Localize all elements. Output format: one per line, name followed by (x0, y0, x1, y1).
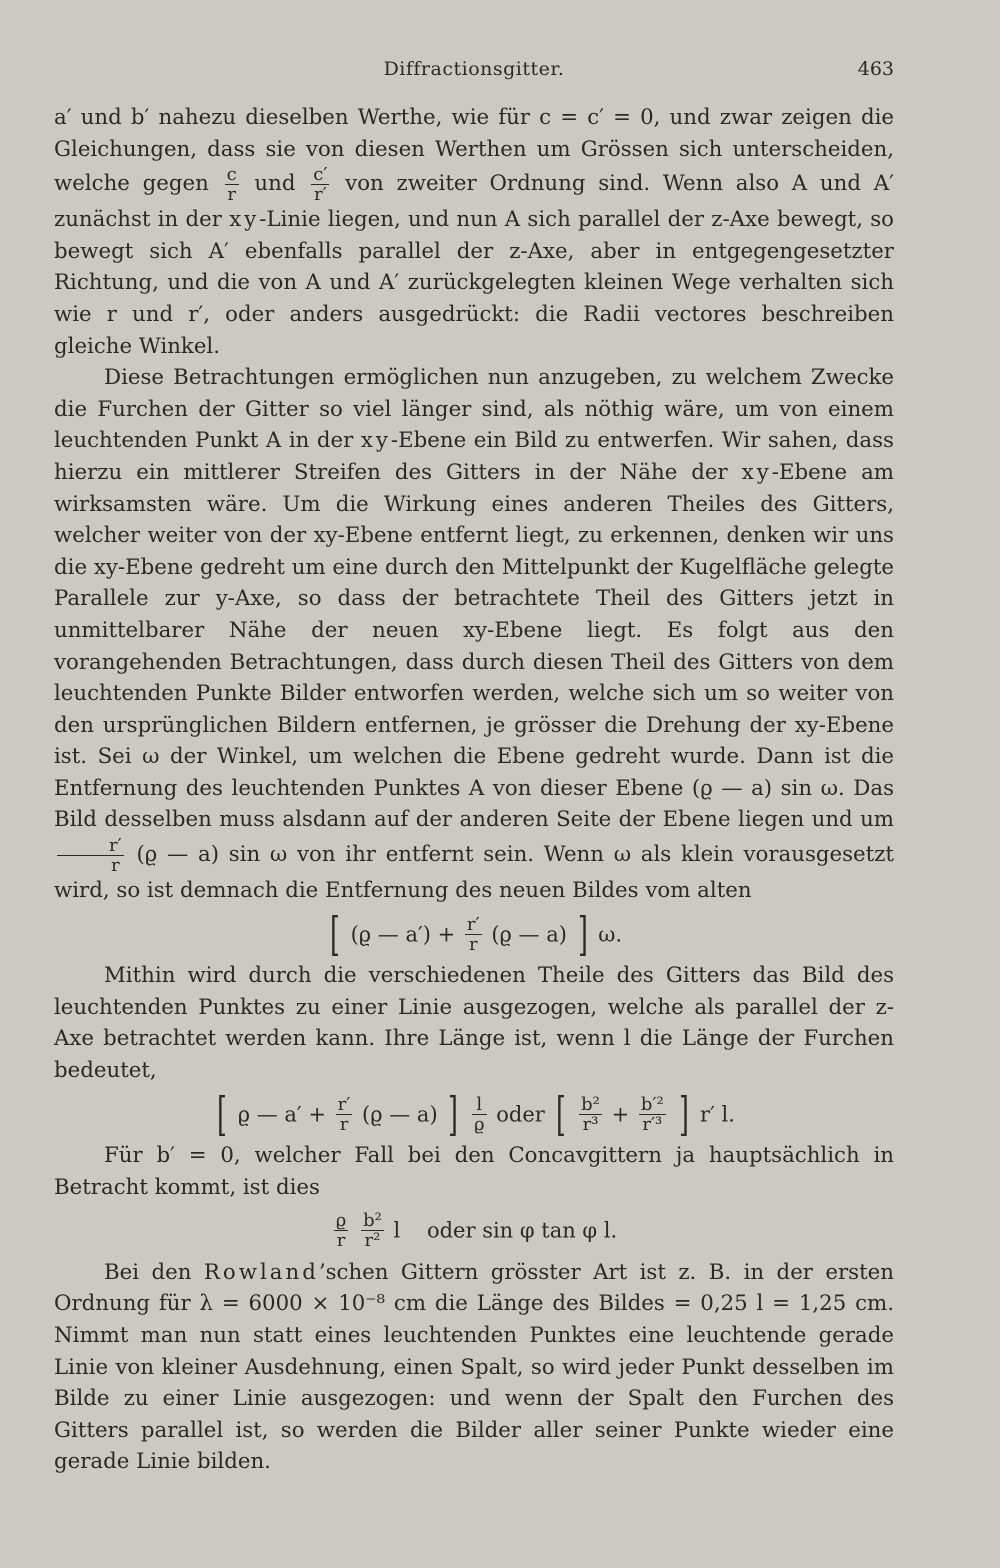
equation-2 (54, 1087, 894, 1142)
fraction-r-prime-over-r (57, 836, 124, 875)
eq3-mid: l (393, 1218, 401, 1243)
frac-num: r′ (466, 913, 480, 935)
eq2-fraction-3 (579, 1095, 602, 1134)
p1-text-a: a′ und b′ nahezu dieselben Werthe, wie für c = c′ = 0, und zwar zeigen die Gleichungen, dass sie von diesen Werthen um Grössen sich unterscheiden, welche gegen (54, 105, 894, 197)
running-title: Diffractionsgitter. (383, 58, 565, 80)
bracket-left-2: [ (555, 1087, 566, 1142)
paragraph-3 (54, 960, 894, 1086)
p1-und: und (254, 171, 296, 197)
eq3-right: sin φ tan φ l. (482, 1218, 618, 1243)
p5-rowland-spaced: Rowland (203, 1259, 319, 1285)
paragraph-1 (54, 102, 894, 362)
p1-text-c: -Linie liegen, und nun A sich parallel der z-Axe bewegt, so bewegt sich A′ ebenfalls parallel der z-Axe, aber in entgegengesetzter Richtung, und die von A und A′ zurückgelegten kleinen Wege verhalten sich wie r und r′, oder anders ausgedrückt: die Radii vectores beschreiben gleiche Winkel. (54, 207, 894, 359)
equation-3 (54, 1209, 894, 1251)
page-number: 463 (857, 58, 894, 80)
p2-text-c: -Ebene am wirksamsten wäre. Um die Wirkung eines anderen Theiles des Gitters, welcher weiter von der xy-Ebene entfernt liegt, zu erkennen, denken wir uns die xy-Ebene gedreht um eine durch den Mittelpunkt der Kugelfläche gelegte Parallele zur y-Axe, so dass der betrachtete Theil des Gitters jetzt in unmittelbarer Nähe der neuen xy-Ebene liegt. Es folgt aus den vorangehenden Betrachtungen, dass durch diesen Theil des Gitters von dem leuchtenden Punkte Bilder entworfen werden, welche sich um so weiter von den ursprünglichen Bildern entfernen, je grösser die Drehung der xy-Ebene ist. Sei ω der Winkel, um welchen die Ebene gedreht wurde. Dann ist die Entfernung des leuchtenden Punktes A von dieser Ebene (ϱ — a) sin ω. Das Bild desselben muss alsdann auf der anderen Seite der Ebene liegen und um (54, 459, 894, 833)
eq3-oder: oder (426, 1218, 476, 1243)
page-body (54, 102, 894, 1478)
frac-den: r (336, 1230, 346, 1252)
eq2-left: ϱ — a′ + (237, 1102, 326, 1127)
frac-den: r′ (313, 184, 327, 206)
bracket-right: ] (577, 907, 588, 962)
fraction-c-prime-over-r-prime (311, 165, 329, 204)
eq1-fraction (465, 915, 482, 954)
eq2-fraction-1 (336, 1095, 353, 1134)
bracket-right: ] (448, 1087, 459, 1142)
eq3-fraction-2 (361, 1211, 384, 1250)
eq1-left: (ϱ — a′) + (350, 922, 456, 947)
eq2-fraction-4 (639, 1095, 666, 1134)
frac-den: r (111, 855, 120, 877)
eq2-plus: + (611, 1102, 630, 1127)
frac-den: ϱ (473, 1113, 485, 1135)
eq2-oder: oder (496, 1102, 545, 1127)
p1-text-b: von zweiter Ordnung sind. Wenn also A und A′ zunächst in der (54, 171, 894, 233)
frac-num: b² (363, 1210, 382, 1232)
frac-den: r³ (582, 1113, 599, 1135)
running-header (54, 58, 894, 88)
frac-num: ϱ (335, 1210, 347, 1232)
eq1-after: ω. (598, 922, 623, 947)
p2-xy-spaced-2: xy (741, 459, 772, 485)
frac-den: r′³ (642, 1113, 663, 1135)
p3-text: Mithin wird durch die verschiedenen Theile des Gitters das Bild des leuchtenden Punktes zu einer Linie ausgezogen, welche als parallel der z-Axe betrachtet werden kann. Ihre Länge ist, wenn l die Länge der Furchen bedeutet, (54, 963, 894, 1083)
frac-den: r (227, 184, 236, 206)
eq2-after: r′ l. (700, 1102, 735, 1127)
p2-xy-spaced-1: xy (360, 428, 391, 454)
eq3-fraction-1 (334, 1211, 349, 1250)
p4-text: Für b′ = 0, welcher Fall bei den Concavgittern ja hauptsächlich in Betracht kommt, ist dies (54, 1143, 894, 1200)
frac-den: r (339, 1113, 349, 1135)
frac-num: r′ (57, 836, 124, 856)
bracket-left: [ (329, 907, 340, 962)
paragraph-5 (54, 1257, 894, 1478)
eq1-right: (ϱ — a) (491, 922, 567, 947)
frac-num: c (226, 164, 237, 186)
fraction-c-over-r (225, 165, 239, 204)
p5-text-a: Bei den (104, 1259, 192, 1285)
p5-text-b: ’schen Gittern grösster Art ist z. B. in der ersten Ordnung für λ = 6000 × 10⁻⁸ cm die Länge des Bildes = 0,25 l = 1,25 cm. Nimmt man nun statt eines leuchtenden Punktes eine leuchtende gerade Linie von kleiner Ausdehnung, einen Spalt, so wird jeder Punkt desselben im Bilde zu einer Linie ausgezogen: und wenn der Spalt den Furchen des Gitters parallel ist, so werden die Bilder aller seiner Punkte wieder eine gerade Linie bilden. (54, 1259, 894, 1475)
frac-num: r′ (337, 1093, 351, 1115)
bracket-right-2: ] (679, 1087, 690, 1142)
p2-text-a: Diese Betrachtungen ermöglichen nun anzugeben, zu welchem Zwecke die Furchen der Gitter so viel länger sind, als nöthig wäre, um von einem leuchtenden Punkt A in der (54, 365, 894, 454)
paragraph-4 (54, 1140, 894, 1203)
frac-num: b² (581, 1093, 600, 1115)
p2-text-b: -Ebene ein Bild zu entwerfen. Wir sahen, dass hierzu ein mittlerer Streifen des Gitters in der Nähe der (54, 428, 894, 485)
frac-num: l (472, 1095, 487, 1115)
bracket-left: [ (217, 1087, 227, 1142)
p1-xy-spaced: xy (229, 207, 260, 233)
frac-num: b′² (640, 1093, 664, 1115)
frac-num: c′ (313, 164, 328, 186)
equation-1 (54, 907, 894, 962)
eq2-fraction-2 (472, 1095, 487, 1134)
paragraph-2 (54, 362, 894, 907)
eq2-mid: (ϱ — a) (362, 1102, 438, 1127)
p2-text-d: (ϱ — a) sin ω von ihr entfernt sein. Wenn ω als klein vorausgesetzt wird, so ist demnach die Entfernung des neuen Bildes vom alten (54, 842, 894, 904)
frac-den: r² (364, 1230, 381, 1252)
frac-den: r (468, 933, 478, 955)
